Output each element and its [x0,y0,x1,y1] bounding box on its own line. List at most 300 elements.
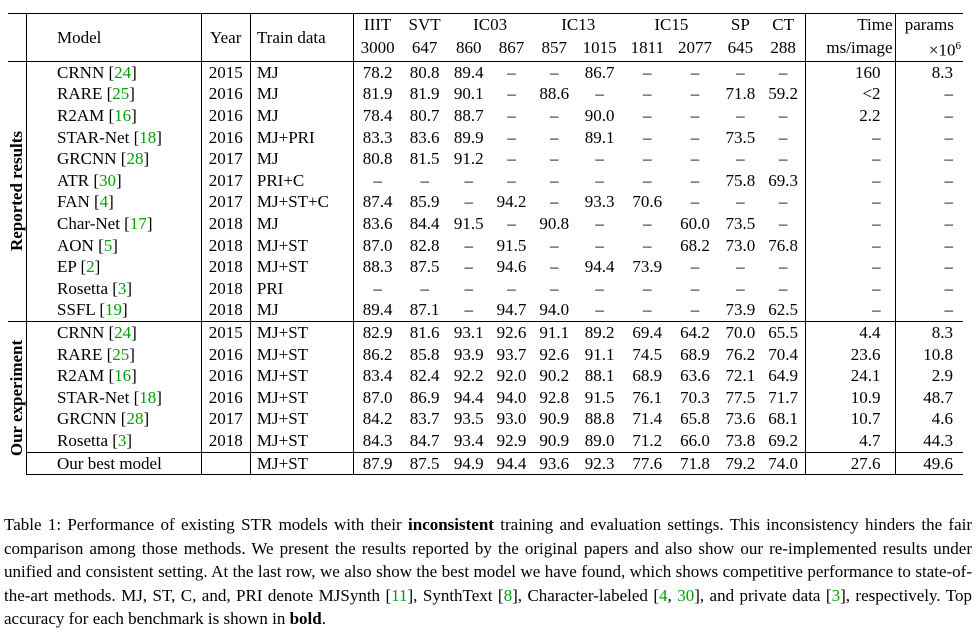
accuracy-cell: 93.1 [447,321,490,343]
train-data-cell: MJ+ST [250,256,353,278]
model-name: GRCNN [57,409,117,429]
accuracy-cell: 90.1 [453,84,484,104]
accuracy-cell: – [762,191,805,213]
accuracy-cell: 94.4 [453,387,484,407]
model-header: Model [27,14,202,62]
group-label: Our experiment [7,340,27,457]
model-name: Rosetta [57,430,108,450]
accuracy-cell: 59.2 [762,83,805,105]
accuracy-cell: – [490,61,533,83]
accuracy-cell: – [595,214,604,233]
accuracy-cell: – [736,149,745,169]
accuracy-cell: 90.9 [539,430,570,450]
accuracy-cell: 71.8 [725,84,756,104]
accuracy-cell: 87.5 [402,452,448,475]
table-row [8,256,963,278]
year-cell: 2016 [201,83,250,105]
accuracy-cell: – [690,127,700,147]
accuracy-cell: 81.5 [409,149,440,169]
accuracy-cell: 90.8 [539,214,570,233]
accuracy-cell: 70.3 [680,387,710,407]
accuracy-cell: – [643,127,652,147]
table-row [8,344,963,366]
accuracy-cell: 73.5 [725,214,756,233]
accuracy-cell: 88.8 [584,409,615,429]
accuracy-cell: 94.0 [539,300,570,320]
accuracy-cell: – [762,148,805,170]
accuracy-cell: 78.2 [353,61,402,83]
accuracy-cell: – [549,170,559,190]
accuracy-cell: 86.7 [576,61,624,83]
accuracy-cell: 91.2 [453,149,484,169]
params-cell: – [944,127,953,147]
accuracy-cell: – [595,235,604,255]
accuracy-cell: 74.0 [762,452,805,475]
model-name: GRCNN [57,149,117,169]
benchmark-header-ct: CT [762,14,805,36]
accuracy-cell: – [464,235,474,255]
accuracy-cell: – [549,278,559,298]
accuracy-cell: – [464,257,474,277]
params-unit [895,36,963,62]
model-name: STAR-Net [57,387,130,407]
accuracy-cell: – [549,127,559,147]
train-data-cell: MJ [250,213,353,235]
table-row [8,105,963,127]
accuracy-cell: 69.2 [762,430,805,452]
accuracy-cell: – [736,257,745,277]
accuracy-cell: 85.9 [409,192,440,212]
size-ic03-860: 860 [456,38,482,58]
accuracy-cell: 93.9 [453,344,484,364]
accuracy-cell: 89.0 [584,430,615,450]
group-label-cell [8,321,27,474]
citation-ref: 24 [114,322,132,342]
train-data-cell: PRI [250,278,353,300]
time-cell: – [805,170,895,192]
accuracy-cell: 68.1 [762,408,805,430]
time-unit: ms/image [805,36,895,62]
benchmark-header-ic03: IC03 [447,14,532,36]
size-ic03-867: 867 [498,38,525,58]
params-cell: 48.7 [923,387,953,407]
accuracy-cell: 73.5 [725,127,756,147]
train-data-cell: MJ+ST [250,365,353,387]
model-cell: R2AM [16] [27,105,202,127]
accuracy-cell: – [762,105,805,127]
train-data-cell: MJ+ST [250,321,353,343]
year-cell: 2016 [201,127,250,149]
size-ic13-857: 857 [541,38,567,58]
time-cell: 160 [805,61,895,83]
citation-ref: 2 [86,257,95,277]
accuracy-cell: 73.6 [725,409,756,429]
accuracy-cell: 62.5 [762,299,805,321]
accuracy-cell: 82.4 [409,366,440,386]
params-cell: 8.3 [895,61,963,83]
accuracy-cell: – [643,149,652,169]
model-cell: RARE [25] [27,83,202,105]
accuracy-cell: – [507,214,516,233]
accuracy-cell: 89.4 [362,300,393,320]
time-cell: – [805,278,895,300]
results-table [8,13,963,475]
accuracy-cell: – [549,106,559,126]
model-cell: STAR-Net [18] [27,127,202,149]
accuracy-cell: 89.4 [447,61,490,83]
table-row [8,408,963,430]
accuracy-cell: 94.4 [584,257,615,277]
params-cell: 10.8 [923,344,953,364]
train-data-cell: MJ [250,61,353,83]
time-cell: 10.9 [805,387,895,409]
accuracy-cell: 70.4 [762,344,805,366]
caption-text: , [667,585,678,605]
year-cell: 2017 [201,170,250,192]
year-cell: 2016 [201,105,250,127]
accuracy-cell: – [549,192,559,212]
accuracy-cell: 87.1 [409,300,440,320]
benchmark-header-ic15: IC15 [624,14,719,36]
accuracy-cell: 87.0 [362,387,393,407]
table-row [8,235,963,257]
accuracy-cell: 70.6 [632,192,663,212]
year-cell: 2016 [201,344,250,366]
model-cell: GRCNN [28] [27,408,202,430]
year-cell: 2018 [201,299,250,321]
params-cell: – [944,300,953,320]
accuracy-cell: – [507,127,516,147]
accuracy-cell: – [464,278,474,298]
size-sp: 645 [727,38,754,58]
accuracy-cell: 88.7 [453,106,484,126]
accuracy-cell: 91.5 [584,387,615,407]
train-data-cell: MJ [250,105,353,127]
accuracy-cell: – [690,192,700,212]
accuracy-cell: 86.2 [362,344,393,364]
accuracy-cell: 89.9 [453,127,484,147]
citation-ref: 17 [129,214,147,233]
model-cell: Char-Net [17] [27,213,202,235]
accuracy-cell: 71.8 [671,452,719,475]
citation-ref: 16 [114,366,132,386]
time-cell: 2.2 [805,105,895,127]
accuracy-cell: 93.7 [496,344,527,364]
citation-ref: 28 [126,409,144,429]
accuracy-cell: – [595,84,604,104]
accuracy-cell: 81.9 [409,84,440,104]
train-data-cell: MJ [250,83,353,105]
train-header: Train data [250,14,353,62]
table-row [8,61,963,83]
accuracy-cell: – [690,257,700,277]
group-label-cell [8,61,27,321]
caption-text: inconsistent [408,515,494,534]
accuracy-cell: – [464,192,474,212]
accuracy-cell: 94.9 [447,452,490,475]
accuracy-cell: – [549,235,559,255]
size-ic15-1811: 1811 [630,38,664,58]
accuracy-cell: 85.8 [409,344,440,364]
year-cell: 2015 [201,61,250,83]
accuracy-cell: – [643,106,652,126]
header-row-1 [8,14,963,36]
year-cell: 2016 [201,387,250,409]
accuracy-cell: 84.3 [362,430,393,450]
citation-ref: 25 [112,344,130,364]
accuracy-cell: 93.0 [496,409,527,429]
table-row [8,365,963,387]
params-cell: – [944,106,953,126]
citation-ref: 16 [114,106,132,126]
accuracy-cell: 91.1 [584,344,615,364]
caption-text: ], and private data [ [694,585,832,605]
results-body [8,61,963,474]
year-cell: 2015 [201,321,250,343]
params-cell: – [944,84,953,104]
accuracy-cell: – [690,106,700,126]
year-header: Year [201,14,250,62]
model-name: R2AM [57,366,105,386]
accuracy-cell: 64.9 [762,365,805,387]
accuracy-cell: 87.5 [409,257,440,277]
accuracy-cell: – [690,149,700,169]
citation-ref: 30 [99,170,117,190]
train-data-cell: MJ+PRI [250,127,353,149]
accuracy-cell: – [643,278,652,298]
accuracy-cell: 63.6 [680,366,710,386]
accuracy-cell: 94.4 [490,452,533,475]
accuracy-cell: 90.2 [539,366,570,386]
model-cell: CRNN [24] [27,321,202,343]
table-row [8,83,963,105]
caption-text: bold [289,609,322,628]
table-row [8,278,963,300]
accuracy-cell: 93.5 [453,409,484,429]
accuracy-cell: 93.3 [584,192,615,212]
accuracy-cell: 82.8 [409,235,440,255]
model-name: RARE [57,344,103,364]
train-data-cell: MJ+ST [250,430,353,452]
accuracy-cell: 91.5 [496,235,527,255]
accuracy-cell: 92.9 [496,430,527,450]
accuracy-cell: 84.4 [409,214,440,233]
params-cell: 2.9 [931,366,953,386]
accuracy-cell: 69.4 [624,321,671,343]
model-cell [27,452,202,475]
accuracy-cell: 83.6 [362,214,393,233]
train-data-cell: MJ+ST [250,452,353,475]
accuracy-cell: 65.8 [680,409,710,429]
model-cell: ATR [30] [27,170,202,192]
model-cell: AON [5] [27,235,202,257]
table-row [8,127,963,149]
table-caption [4,513,972,631]
citation-ref: 3 [117,278,127,298]
caption-text: ], Character-labeled [ [512,585,660,605]
accuracy-cell: 76.1 [632,387,663,407]
group-column-header [8,14,27,62]
model-cell: EP [2] [27,256,202,278]
time-cell: – [805,127,895,149]
params-cell: – [944,235,953,255]
accuracy-cell: 89.1 [584,127,615,147]
caption-citation: 3 [831,585,841,605]
accuracy-cell: – [507,84,516,104]
accuracy-cell: 74.5 [632,344,663,364]
accuracy-cell: 64.2 [671,321,719,343]
benchmark-header-ic13: IC13 [533,14,624,36]
params-cell: – [944,214,953,233]
model-cell: FAN [4] [27,191,202,213]
accuracy-cell: – [507,278,516,298]
train-data-cell: MJ+ST [250,387,353,409]
model-name: AON [57,235,94,255]
params-cell: – [944,170,953,190]
model-name: SSFL [57,300,96,320]
citation-ref: 25 [112,84,130,104]
accuracy-cell: – [762,256,805,278]
time-cell: 4.7 [805,430,895,452]
time-cell: – [805,148,895,170]
model-cell: R2AM [16] [27,365,202,387]
accuracy-cell: – [595,170,604,190]
accuracy-cell: – [624,61,671,83]
accuracy-cell: 73.8 [725,430,756,450]
accuracy-cell: 87.9 [353,452,402,475]
params-cell: – [944,192,953,212]
params-cell: 44.3 [923,430,953,450]
accuracy-cell: 80.8 [362,149,393,169]
accuracy-cell: 81.6 [402,321,448,343]
accuracy-cell: 87.0 [362,235,393,255]
accuracy-cell: 71.4 [632,409,663,429]
accuracy-cell: 86.9 [409,387,440,407]
params-cell: – [944,149,953,169]
accuracy-cell: – [762,213,805,235]
accuracy-cell: 83.4 [362,366,393,386]
params-cell: 49.6 [895,452,963,475]
train-data-cell: MJ [250,299,353,321]
table-row [8,213,963,235]
accuracy-cell: 83.6 [409,127,440,147]
train-data-cell: MJ+ST [250,344,353,366]
accuracy-cell: – [643,84,652,104]
accuracy-cell: 90.0 [584,106,615,126]
accuracy-cell: 82.9 [353,321,402,343]
model-cell: SSFL [19] [27,299,202,321]
accuracy-cell: 77.6 [624,452,671,475]
caption-text: Table 1: Performance of existing STR models with their [4,515,408,534]
year-cell: 2018 [201,278,250,300]
caption-text: ], respectively. Top accuracy for each benchmark is shown in [4,585,973,628]
accuracy-cell: – [507,106,516,126]
accuracy-cell: – [762,278,805,300]
accuracy-cell: 94.7 [496,300,527,320]
train-data-cell: MJ [250,148,353,170]
year-cell: 2018 [201,235,250,257]
model-name: Our best model [57,453,162,473]
year-cell: 2018 [201,430,250,452]
train-data-cell: MJ+ST [250,408,353,430]
accuracy-cell: – [507,149,516,169]
table-row [8,191,963,213]
params-unit-text: ×10 [928,40,956,60]
caption-text: . [321,609,326,628]
accuracy-cell: – [762,127,805,149]
params-cell: – [944,278,953,298]
accuracy-cell: – [595,149,604,169]
citation-ref: 18 [139,127,157,147]
accuracy-cell: 75.8 [725,170,756,190]
train-data-cell: MJ+ST+C [250,191,353,213]
year-cell: 2018 [201,256,250,278]
model-name: CRNN [57,62,105,82]
accuracy-cell: – [690,170,700,190]
time-cell: 23.6 [805,344,895,366]
time-cell: <2 [805,83,895,105]
accuracy-cell: 73.0 [725,235,756,255]
accuracy-cell: – [464,300,474,320]
time-header: Time [805,14,895,36]
accuracy-cell: 94.2 [496,192,527,212]
accuracy-cell: 93.4 [453,430,484,450]
year-cell: 2017 [201,148,250,170]
accuracy-cell: 83.3 [362,127,393,147]
time-cell: – [805,213,895,235]
caption-citation: 30 [677,585,695,605]
accuracy-cell: 76.8 [762,235,805,257]
caption-text: training and evaluation settings. This inconsistency hinders the fair comparison among those methods. We present the results reported by the original papers and also show our re-implemented results under unified and consistent setting. At the last row, we also show the best model we have found, which shows competitive performance to state-of-the-art methods. MJ, ST, C, and, PRI denote MJSynth [ [4,515,973,605]
accuracy-cell: – [643,214,652,233]
accuracy-cell: 84.7 [409,430,440,450]
model-name: CRNN [57,322,105,342]
model-name: EP [57,257,77,277]
accuracy-cell: – [643,235,652,255]
model-name: STAR-Net [57,127,130,147]
size-svt: 647 [411,38,438,58]
model-name: Rosetta [57,278,108,298]
accuracy-cell: 66.0 [680,430,710,450]
accuracy-cell: 68.9 [632,366,663,386]
accuracy-cell: 70.0 [719,321,762,343]
caption-citation: 4 [659,585,668,605]
benchmark-header-svt: SVT [402,14,448,36]
accuracy-cell: 71.2 [632,430,663,450]
params-header: params [895,14,963,36]
accuracy-cell: 80.8 [402,61,448,83]
year-cell: 2017 [201,191,250,213]
time-cell: – [805,256,895,278]
year-cell: 2017 [201,408,250,430]
model-name: Char-Net [57,214,120,233]
accuracy-cell: 92.8 [539,387,570,407]
caption-text: ], SynthText [ [407,585,504,605]
accuracy-cell: – [595,278,604,298]
citation-ref: 24 [114,62,132,82]
citation-ref: 28 [126,149,144,169]
accuracy-cell: 65.5 [762,321,805,343]
year-cell: 2018 [201,213,250,235]
params-cell: 8.3 [895,321,963,343]
accuracy-cell: 88.6 [539,84,570,104]
accuracy-cell: – [420,278,429,298]
time-cell: 4.4 [805,321,895,343]
accuracy-cell: 92.3 [576,452,624,475]
accuracy-cell: 88.1 [584,366,615,386]
accuracy-cell: – [690,84,700,104]
train-data-cell: PRI+C [250,170,353,192]
